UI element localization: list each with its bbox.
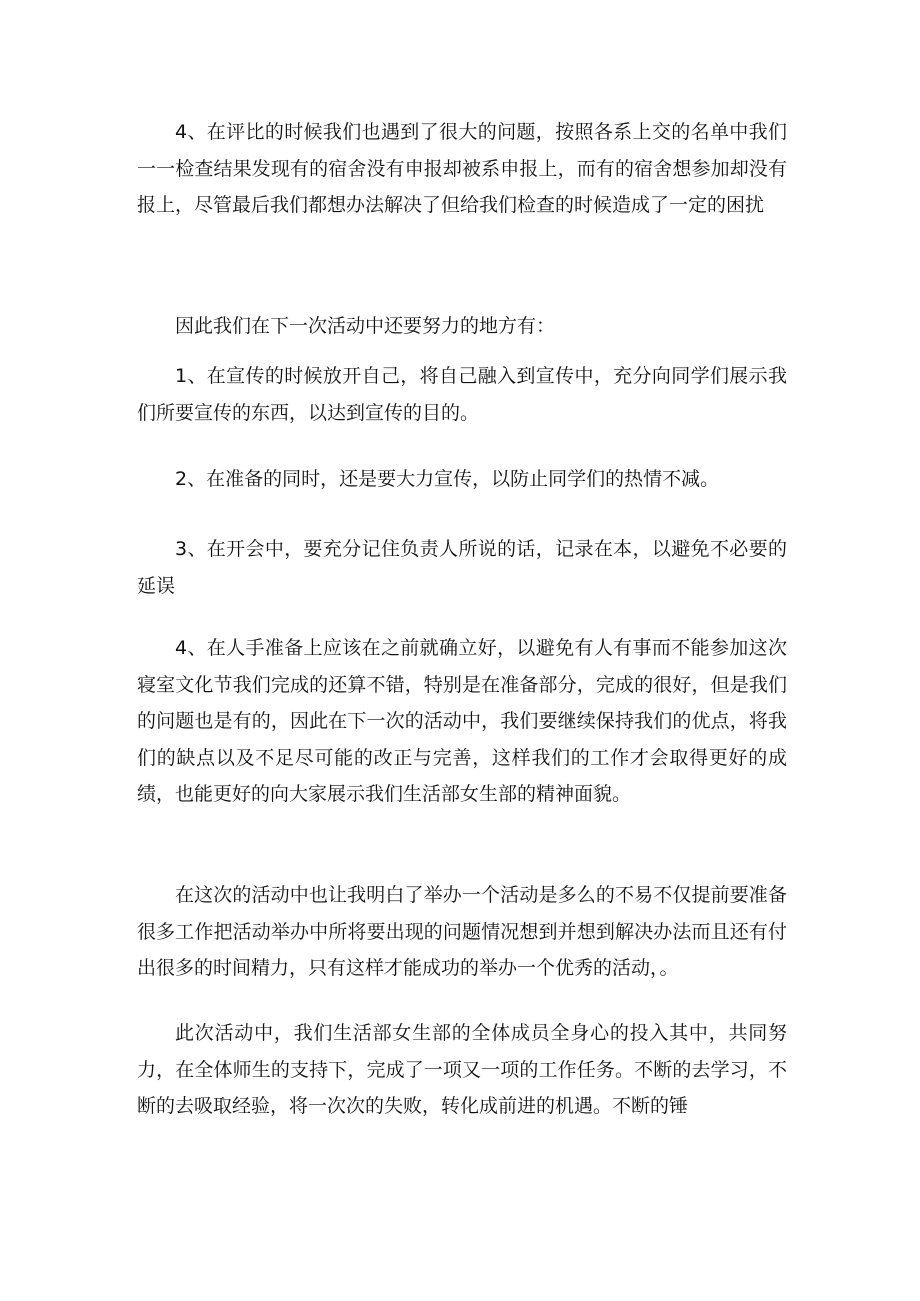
paragraph-improvement-intro: 因此我们在下一次活动中还要努力的地方有： xyxy=(175,315,556,337)
paragraph-point-1: 1、在宣传的时候放开自己，将自己融入到宣传中，充分向同学们展示我们所要宣传的东西，以达到宣传的目的。 xyxy=(137,365,787,424)
paragraph-reflection: 在这次的活动中也让我明白了举办一个活动是多么的不易不仅提前要准备很多工作把活动举办中所将要出现的问题情况想到并想到解决办法而且还有付出很多的时间精力，只有这样才能成功的举办一个优秀的活动，。 xyxy=(137,884,787,979)
paragraph-conclusion: 此次活动中，我们生活部女生部的全体成员全身心的投入其中，共同努力，在全体师生的支持下，完成了一项又一项的工作任务。不断的去学习，不断的去吸取经验，将一次次的失败，转化成前进的机遇。不断的锤 xyxy=(137,1022,787,1117)
paragraph-point-3: 3、在开会中，要充分记住负责人所说的话，记录在本，以避免不必要的延误 xyxy=(137,538,787,597)
paragraph-evaluation-problem: 4、在评比的时候我们也遇到了很大的问题，按照各系上交的名单中我们一一检查结果发现有的宿舍没有申报却被系申报上，而有的宿舍想参加却没有报上，尽管最后我们都想办法解决了但给我们检查的时候造成了一定的困扰 xyxy=(137,121,787,216)
paragraph-point-4: 4、在人手准备上应该在之前就确立好，以避免有人有事而不能参加这次寝室文化节我们完成的还算不错，特别是在准备部分，完成的很好，但是我们的问题也是有的，因此在下一次的活动中，我们要继续保持我们的优点，将我们的缺点以及不足尽可能的改正与完善，这样我们的工作才会取得更好的成绩，也能更好的向大家展示我们生活部女生部的精神面貌。 xyxy=(137,637,787,805)
paragraph-point-2: 2、在准备的同时，还是要大力宣传，以防止同学们的热情不减。 xyxy=(175,468,720,490)
